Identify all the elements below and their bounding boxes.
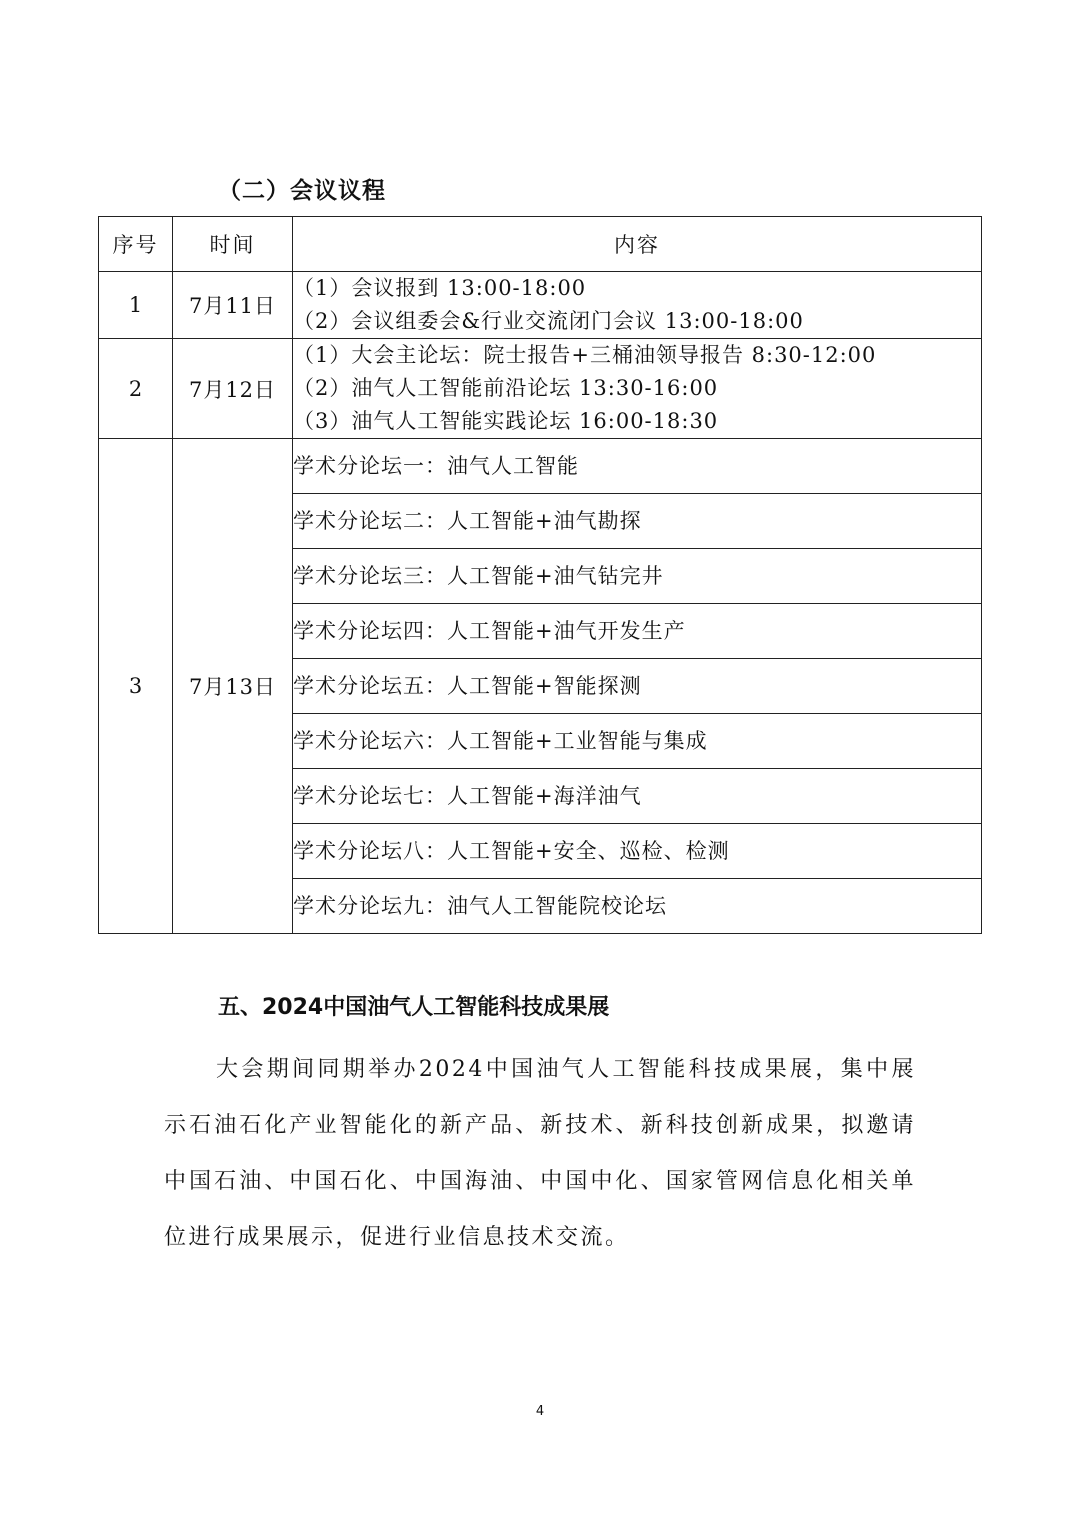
forum-item: 学术分论坛五：人工智能+智能探测 (293, 659, 982, 714)
header-content: 内容 (293, 217, 982, 272)
forum-item: 学术分论坛四：人工智能+油气开发生产 (293, 604, 982, 659)
forum-item: 学术分论坛三：人工智能+油气钻完井 (293, 549, 982, 604)
agenda-item: （1）会议报到 13:00-18:00 (293, 276, 587, 300)
header-time: 时间 (173, 217, 293, 272)
row-content (293, 272, 982, 339)
row-date: 7月13日 (173, 439, 293, 934)
row-number: 2 (99, 339, 173, 439)
agenda-subheading: （二）会议议程 (218, 178, 386, 204)
agenda-item: （2）会议组委会&行业交流闭门会议 13:00-18:00 (293, 309, 804, 333)
row-date: 7月12日 (173, 339, 293, 439)
forum-item: 学术分论坛二：人工智能+油气勘探 (293, 494, 982, 549)
agenda-item: （3）油气人工智能实践论坛 16:00-18:30 (293, 409, 719, 433)
table-row (99, 439, 982, 494)
forum-item: 学术分论坛六：人工智能+工业智能与集成 (293, 714, 982, 769)
table-row (99, 339, 982, 439)
section-body: 大会期间同期举办2024中国油气人工智能科技成果展，集中展示石油石化产业智能化的新产品、新技术、新科技创新成果，拟邀请中国石油、中国石化、中国海油、中国中化、国家管网信息化相关单位进行成果展示，促进行业信息技术交流。 (164, 1057, 916, 1250)
agenda-item: （1）大会主论坛：院士报告+三桶油领导报告 8:30-12:00 (293, 343, 877, 367)
agenda-table (98, 216, 982, 934)
row-content (293, 339, 982, 439)
row-number: 3 (99, 439, 173, 934)
row-date: 7月11日 (173, 272, 293, 339)
section-title: 五、2024中国油气人工智能科技成果展 (218, 995, 610, 1020)
agenda-item: （2）油气人工智能前沿论坛 13:30-16:00 (293, 376, 719, 400)
forum-item: 学术分论坛一：油气人工智能 (293, 439, 982, 494)
forum-item: 学术分论坛九：油气人工智能院校论坛 (293, 879, 982, 934)
forum-item: 学术分论坛八：人工智能+安全、巡检、检测 (293, 824, 982, 879)
header-number: 序号 (99, 217, 173, 272)
page-number: 4 (535, 1404, 545, 1419)
table-header-row (99, 217, 982, 272)
forum-item: 学术分论坛七：人工智能+海洋油气 (293, 769, 982, 824)
row-number: 1 (99, 272, 173, 339)
table-row (99, 272, 982, 339)
